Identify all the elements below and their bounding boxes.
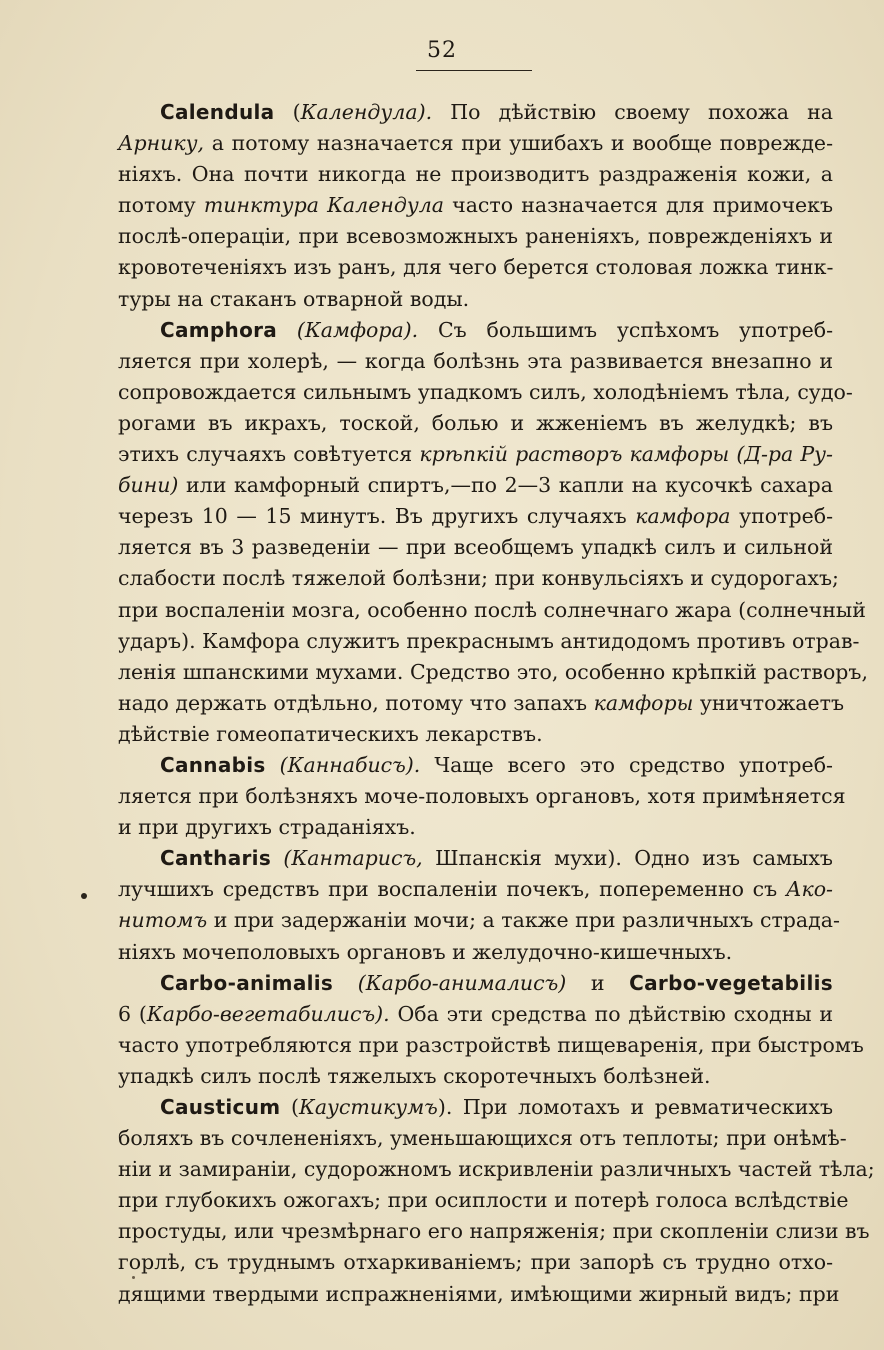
text-line: ударъ). Камфора служитъ прекраснымъ антидодомъ противъ отрав- [118, 628, 860, 653]
text-line: упадкѣ силъ послѣ тяжелыхъ скоротечныхъ болѣзней. [118, 1063, 711, 1088]
text-line: боляхъ въ сочлененіяхъ, уменьшающихся отъ теплоты; при онѣмѣ- [118, 1126, 847, 1151]
text-line: и при другихъ страданіяхъ. [118, 815, 416, 840]
page-number: 52 [427, 38, 457, 63]
text-line: Cannabis (Каннабисъ). Чаще всего это средство употреб- [160, 752, 833, 777]
remedy-term-carbo-vegetabilis: Carbo-vegetabilis [629, 970, 833, 995]
text-line: Calendula (Календула). По дѣйствію своему похожа на [160, 100, 833, 124]
text-line: черезъ 10 — 15 минутъ. Въ другихъ случаяхъ камфора употреб- [118, 504, 833, 529]
text-line: при глубокихъ ожогахъ; при осиплости и потерѣ голоса вслѣдствіе [118, 1188, 849, 1213]
remedy-term-camphora: Camphora [160, 317, 278, 342]
text-line: Camphora (Камфора). Съ большимъ успѣхомъ употреб- [160, 317, 833, 342]
text-line: горлѣ, съ труднымъ отхаркиваніемъ; при запорѣ съ трудно отхо- [118, 1250, 833, 1275]
text-line: ніяхъ мочеполовыхъ органовъ и желудочно-кишечныхъ. [118, 939, 733, 964]
text-line: сопровождается сильнымъ упадкомъ силъ, холодѣніемъ тѣла, судо- [118, 379, 853, 404]
page-number-rule [416, 70, 532, 71]
text-line: лучшихъ средствъ при воспаленіи почекъ, попеременно съ Ако- [118, 877, 833, 902]
remedy-term-cannabis: Cannabis [160, 752, 266, 777]
text-line: потому тинктура Календула часто назначается для примочекъ [118, 193, 833, 218]
text-line: этихъ случаяхъ совѣтуется крѣпкій растворъ камфоры (Д-ра Ру- [118, 442, 833, 467]
text-line: 6 (Карбо-вегетабилисъ). Оба эти средства по дѣйствію сходны и [118, 1001, 833, 1026]
text-line: туры на стаканъ отварной воды. [118, 286, 470, 311]
remedy-term-calendula: Calendula [160, 100, 275, 124]
text-line: Арнику, а потому назначается при ушибахъ и вообще поврежде- [118, 131, 833, 156]
remedy-term-causticum: Causticum [160, 1095, 281, 1119]
text-line: Cantharis (Кантарисъ, Шпанскія мухи). Одно изъ самыхъ [160, 846, 833, 871]
text-line: нитомъ и при задержаніи мочи; а также при различныхъ страда- [118, 908, 840, 933]
text-line: надо держать отдѣльно, потому что запахъ камфоры уничтожаетъ [118, 690, 845, 715]
text-line: Carbo-animalis (Карбо-анималисъ) и Carbo-vegetabilis [160, 970, 833, 995]
remedy-term-cantharis: Cantharis [160, 846, 272, 871]
text-line: рогами въ икрахъ, тоской, болью и жженіемъ въ желудкѣ; въ [118, 410, 833, 435]
text-line: ляется въ 3 разведеніи — при всеобщемъ упадкѣ силъ и сильной [118, 535, 833, 560]
body-text [118, 97, 875, 1310]
text-line: Causticum (Каустикумъ). При ломотахъ и ревматическихъ [160, 1095, 833, 1119]
text-line: ленія шпанскими мухами. Средство это, особенно крѣпкій растворъ, [118, 659, 868, 684]
text-line: дящими твердыми испражненіями, имѣющими жирный видъ; при [118, 1281, 840, 1306]
text-line: дѣйствіе гомеопатическихъ лекарствъ. [118, 721, 543, 746]
text-line: послѣ-операціи, при всевозможныхъ раненіяхъ, поврежденіяхъ и [118, 224, 833, 249]
text-line: ніяхъ. Она почти никогда не производитъ раздраженія кожи, а [118, 162, 833, 187]
text-line: при воспаленіи мозга, особенно послѣ солнечнаго жара (солнечный [118, 597, 866, 622]
text-line: бини) или камфорный спиртъ,—по 2—3 капли на кусочкѣ сахара [118, 473, 833, 498]
text-line: слабости послѣ тяжелой болѣзни; при конвульсіяхъ и судорогахъ; [118, 566, 839, 591]
remedy-term-carbo-animalis: Carbo-animalis [160, 970, 334, 995]
text-line: ляется при холерѣ, — когда болѣзнь эта развивается внезапно и [118, 348, 833, 373]
text-line: ніи и замираніи, судорожномъ искривленіи различныхъ частей тѣла; [118, 1157, 875, 1182]
text-line: часто употребляются при разстройствѣ пищеваренія, при быстромъ [118, 1032, 864, 1057]
margin-dot [81, 893, 87, 899]
text-line: ляется при болѣзняхъ моче-половыхъ органовъ, хотя примѣняется [118, 784, 846, 809]
text-line: кровотеченіяхъ изъ ранъ, для чего берется столовая ложка тинк- [118, 255, 834, 280]
text-line: простуды, или чрезмѣрнаго его напряженія; при скопленіи слизи въ [118, 1219, 870, 1244]
